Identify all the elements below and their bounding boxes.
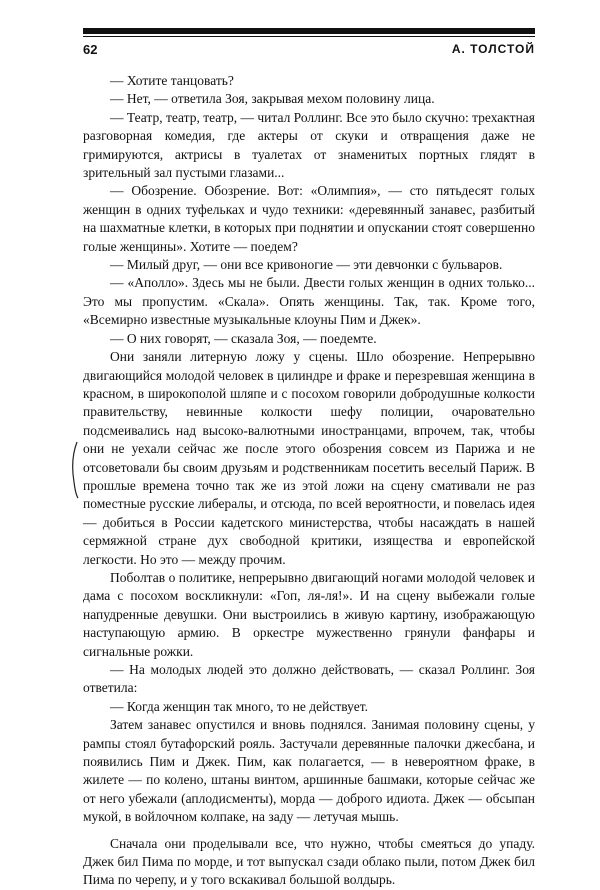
paragraph: — Театр, театр, театр, — читал Роллинг. Все это было скучно: трехактная разговорная комедия, где актеры от скуки и отвращения даже не гримируются, актрисы в туалетах от знаменитых портных глядят в зрительный зал пустыми глазами... bbox=[83, 109, 535, 181]
paragraph: — На молодых людей это должно действовать, — сказал Роллинг. Зоя ответила: bbox=[83, 662, 535, 696]
paragraph: Затем занавес опустился и вновь поднялся. Занимая половину сцены, у рампы стоял бутафорский рояль. Застучали деревянные палочки джесбана, и появились Пим и Джек. Пим, как полагается, — в невероятном фраке, в жилете — по колено, штаны винтом, аршинные башмаки, которые сейчас же от него убежали (аплодисменты), морда — доброго идиота. Джек — обсыпан мукой, в войлочном колпаке, на заду — летучая мышь. bbox=[83, 717, 535, 825]
body-text bbox=[83, 72, 535, 890]
paragraph: — Когда женщин так много, то не действует. bbox=[110, 698, 369, 714]
paragraph: Поболтав о политике, непрерывно двигающий ногами молодой человек и дама с посохом воскликнули: «Гоп, ля-ля!». И на сцену выбежали голые напудренные девушки. Они выстроились в живую картину, изображающую наступающую армию. В оркестре мужественно грянули фанфары и сигнальные рожки. bbox=[83, 569, 535, 659]
running-head: А. ТОЛСТОЙ bbox=[451, 42, 535, 56]
margin-bracket-mark bbox=[70, 440, 80, 500]
paragraph: Сначала они проделывали все, что нужно, чтобы смеяться до упаду. Джек бил Пима по морде, и тот выпускал сзади облако пыли, потом Джек бил Пима по черепу, и у того вскакивал большой волдырь. bbox=[83, 835, 535, 888]
header-rule-thick bbox=[83, 28, 535, 34]
paragraph: — Милый друг, — они все кривоногие — эти девчонки с бульваров. bbox=[110, 257, 503, 273]
paragraph: — Хотите танцовать? bbox=[110, 73, 234, 88]
paragraph: — О них говорят, — сказала Зоя, — поедемте. bbox=[110, 330, 377, 346]
paragraph: — Нет, — ответила Зоя, закрывая мехом половину лица. bbox=[110, 91, 435, 107]
paragraph: Они заняли литерную ложу у сцены. Шло обозрение. Непрерывно двигающийся молодой человек в цилиндре и фраке и перезревшая женщина в красном, в широкополой шляпе и с посохом говорили добродушные колкости правительству, невинные колкости шефу полиции, очаровательно подсмеивались над высоко-валютными иностранцами, впрочем, так, чтобы они не уехали сейчас же после этого обозрения совсем из Парижа и не отсоветовали бы своим друзьям и родственникам посетить веселый Париж. В прошлые времена точно так же из этой ложи на сцену смативали не раз поместные русские либералы, и отсюда, по всей вероятности, и повелась идея — добиться в России кадетского министерства, чтобы насаждать в нашей сермяжной стране дух свободной критики, изящества и европейской легкости. Но это — между прочим. bbox=[83, 349, 535, 567]
page-header bbox=[83, 42, 535, 60]
page-number: 62 bbox=[83, 42, 98, 57]
paragraph: — Обозрение. Обозрение. Вот: «Олимпия», — сто пятьдесят голых женщин в одних туфельках и чудо техники: «деревянный занавес, разбитый на шахматные клетки, в которых при поднятии и опускании стоят совершенно голые женщины». Хотите — поедем? bbox=[83, 183, 535, 254]
paragraph: — «Аполло». Здесь мы не были. Двести голых женщин в одних только... Это мы пропустим. «Скала». Опять женщины. Так, так. Кроме того, «Всемирно известные музыкальные клоуны Пим и Джек». bbox=[83, 275, 535, 328]
header-rule-thin bbox=[83, 36, 535, 37]
